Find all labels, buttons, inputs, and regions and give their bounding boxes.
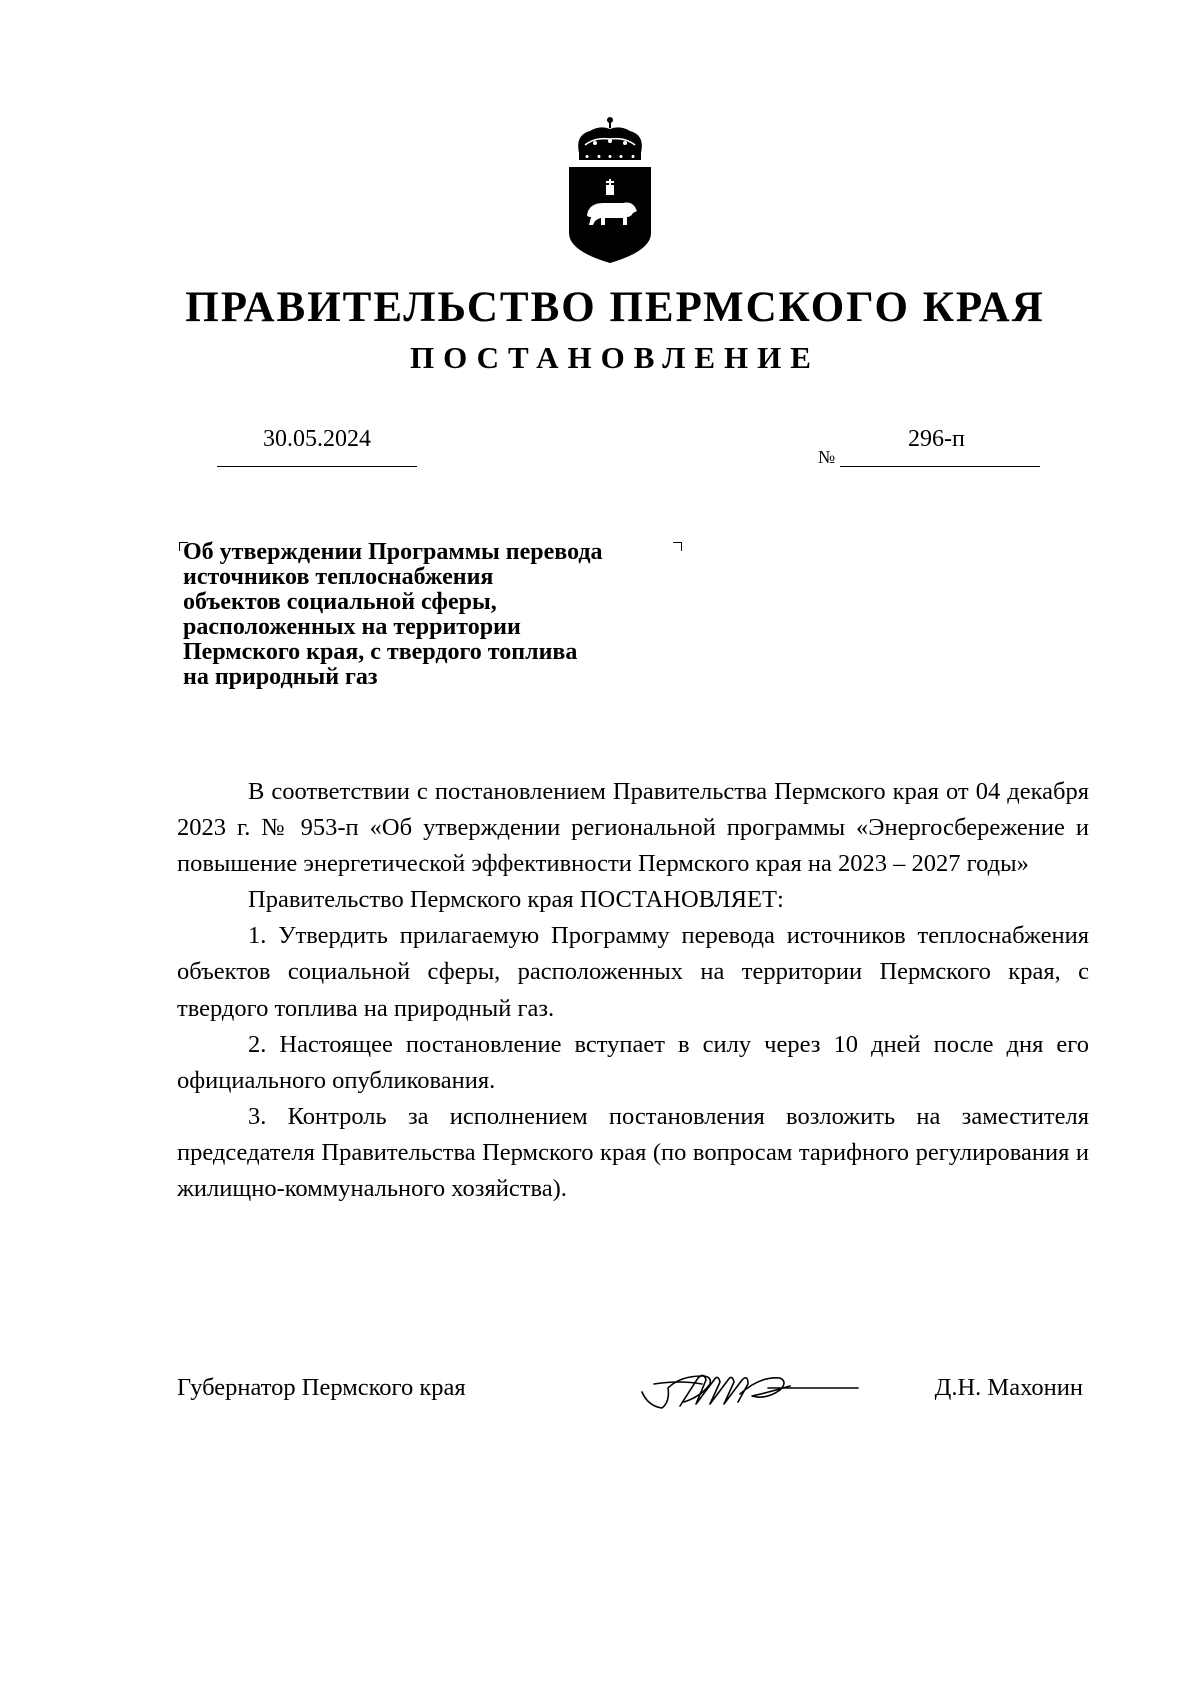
perm-krai-coat-of-arms-icon [565,115,655,265]
subject-line: объектов социальной сферы, [183,589,497,615]
signatory-position: Губернатор Пермского края [177,1374,466,1401]
subject-line: источников теплоснабжения [183,564,494,590]
date-underline [217,466,417,467]
subject-line: Об утверждении Программы перевода [183,539,603,565]
document-type-title: ПОСТАНОВЛЕНИЕ [410,340,820,375]
item-3-paragraph: 3. Контроль за исполнением постановления возложить на заместителя председателя Правительства Пермского края (по вопросам тарифного регулирования и жилищно-коммунального хозяйства). [177,1102,1089,1203]
item-2-paragraph: 2. Настоящее постановление вступает в силу через 10 дней после дня его официального опубликования. [177,1030,1089,1094]
government-title: ПРАВИТЕЛЬСТВО ПЕРМСКОГО КРАЯ [185,284,1045,331]
document-date: 30.05.2024 [263,426,371,452]
document-subject [183,540,683,690]
preamble-paragraph: В соответствии с постановлением Правительства Пермского края от 04 декабря 2023 г. № 953-п «Об утверждении региональной программы «Энергосбережение и повышение энергетической эффективности Пермского края на 2023 – 2027 годы» [177,778,1089,878]
signatory-name: Д.Н. Махонин [934,1374,1083,1401]
handwritten-signature-icon [640,1362,860,1417]
number-sign: № [818,447,836,467]
subject-line: Пермского края, с твердого топлива [183,639,578,665]
document-number: 296-п [908,426,965,452]
signature-block [177,1374,1089,1434]
subject-line: на природный газ [183,664,378,690]
document-body [177,774,1089,1207]
number-underline [840,466,1040,467]
resolution-paragraph: Правительство Пермского края ПОСТАНОВЛЯЕТ: [248,886,784,914]
document-date-field [217,426,417,453]
subject-line: расположенных на территории [183,614,521,640]
item-1-paragraph: 1. Утвердить прилагаемую Программу перевода источников теплоснабжения объектов социальной сферы, расположенных на территории Пермского края, с твердого топлива на природный газ. [177,922,1089,1022]
